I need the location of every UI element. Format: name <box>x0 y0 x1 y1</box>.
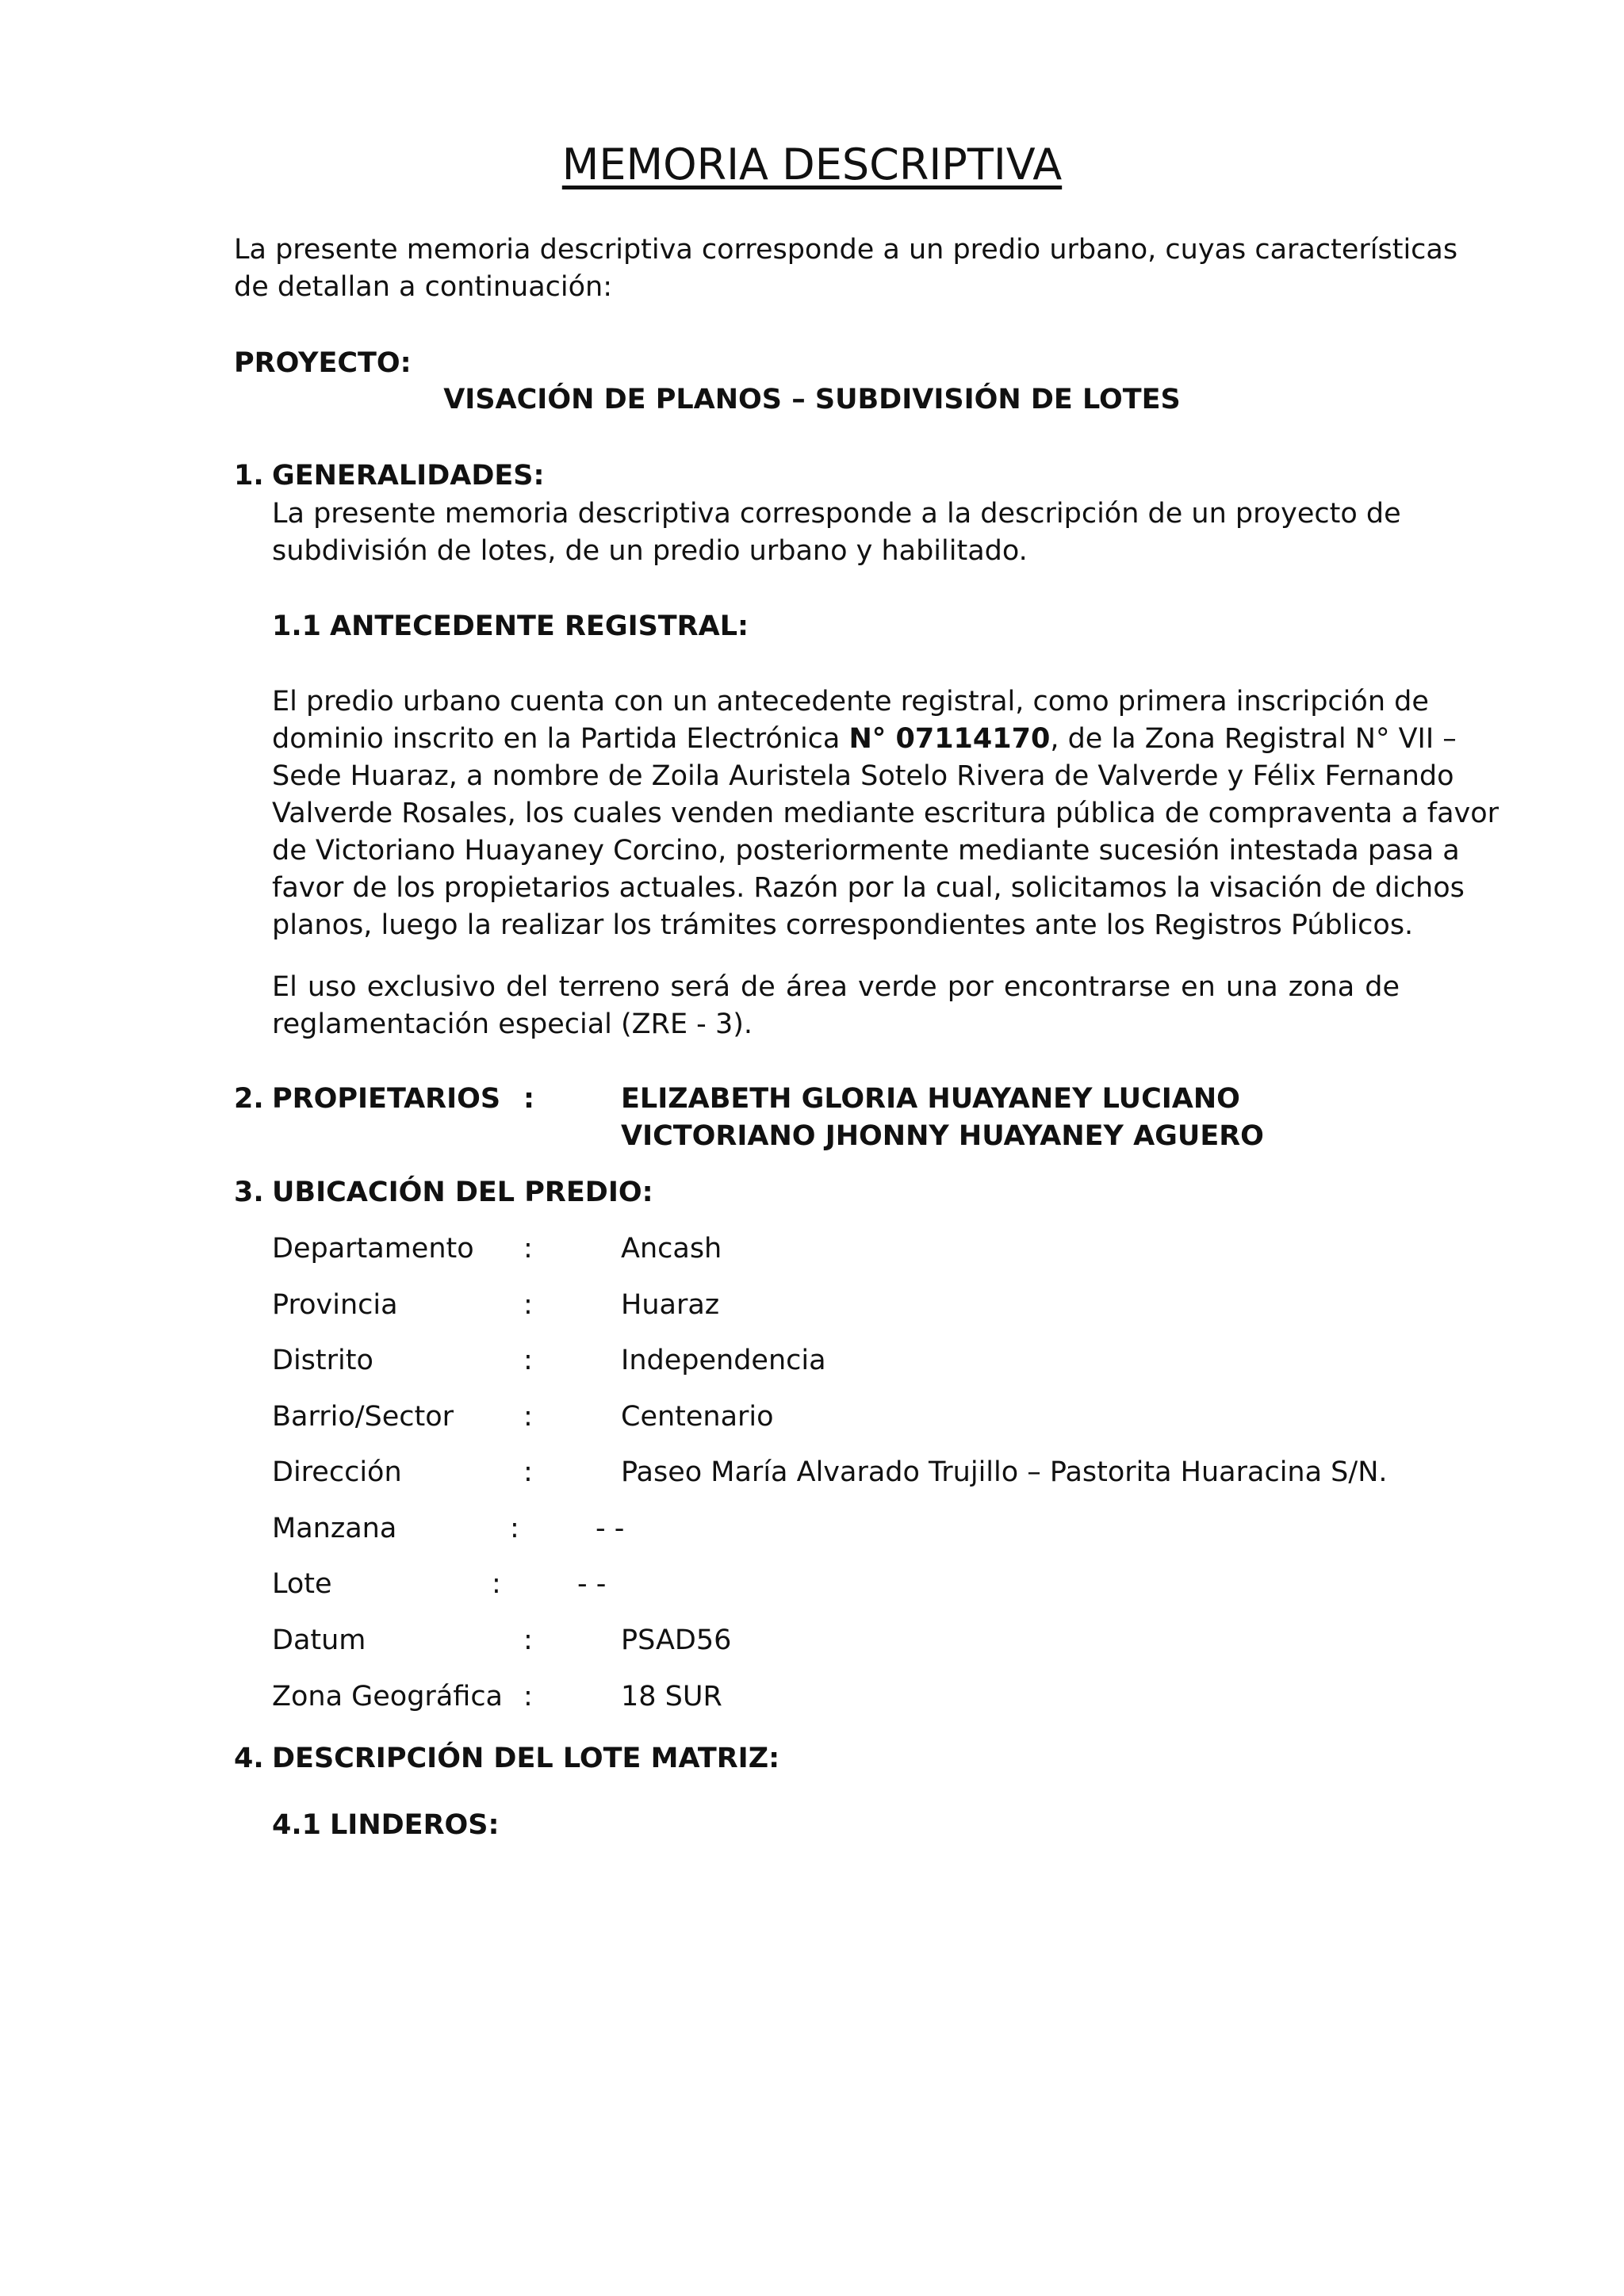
section-3-heading: UBICACIÓN DEL PREDIO: <box>272 1177 653 1208</box>
location-colon: : <box>523 1345 533 1376</box>
paragraph-line: El uso exclusivo del terreno será de área verde por encontrarse en una zona de <box>272 971 1400 1003</box>
paragraph-line: reglamentación especial (ZRE - 3). <box>272 1008 753 1040</box>
intro-line: de detallan a continuación: <box>234 271 613 303</box>
section-1-heading: GENERALIDADES: <box>272 460 545 492</box>
section-2-heading: PROPIETARIOS <box>272 1083 501 1115</box>
location-value-departamento: Ancash <box>621 1233 722 1265</box>
location-colon: : <box>523 1233 533 1265</box>
owner-2: VICTORIANO JHONNY HUAYANEY AGUERO <box>621 1120 1264 1152</box>
paragraph-line: La presente memoria descriptiva corresponde a la descripción de un proyecto de <box>272 498 1401 530</box>
location-value-datum: PSAD56 <box>621 1624 732 1656</box>
intro-paragraph <box>234 232 1458 306</box>
text-segment: dominio inscrito en la Partida Electrónica <box>272 723 841 755</box>
section-1-number: 1. <box>234 460 264 492</box>
location-label-manzana: Manzana <box>272 1513 397 1544</box>
uso-paragraph <box>272 969 1400 1043</box>
antecedente-paragraph <box>272 683 1500 944</box>
location-colon: : <box>523 1289 533 1321</box>
section-2-number: 2. <box>234 1083 264 1115</box>
location-label-datum: Datum <box>272 1624 366 1656</box>
owner-1: ELIZABETH GLORIA HUAYANEY LUCIANO <box>621 1083 1240 1115</box>
location-colon: : <box>523 1681 533 1712</box>
location-value-provincia: Huaraz <box>621 1289 720 1321</box>
section-3-number: 3. <box>234 1177 264 1208</box>
proyecto-name: VISACIÓN DE PLANOS – SUBDIVISIÓN DE LOTES <box>443 384 1181 415</box>
location-colon: : <box>510 1513 519 1544</box>
paragraph-line <box>272 721 1457 758</box>
section-4-number: 4. <box>234 1743 264 1774</box>
location-value-distrito: Independencia <box>621 1345 826 1376</box>
section-2-colon: : <box>523 1083 534 1115</box>
partida-number: N° 07114170 <box>848 723 1051 755</box>
location-label-departamento: Departamento <box>272 1233 474 1265</box>
location-label-barrio: Barrio/Sector <box>272 1401 454 1433</box>
location-label-provincia: Provincia <box>272 1289 398 1321</box>
location-label-direccion: Dirección <box>272 1456 402 1488</box>
proyecto-label: PROYECTO: <box>234 347 412 379</box>
paragraph-line: favor de los propietarios actuales. Razón por la cual, solicitamos la visación de dichos <box>272 872 1465 904</box>
paragraph-line: de Victoriano Huayaney Corcino, posteriormente mediante sucesión intestada pasa a <box>272 835 1460 867</box>
location-value-zona: 18 SUR <box>621 1681 722 1712</box>
paragraph-line: El predio urbano cuenta con un antecedente registral, como primera inscripción de <box>272 686 1429 718</box>
location-colon: : <box>523 1456 533 1488</box>
section-1-1-number: 1.1 <box>272 610 322 642</box>
location-colon: : <box>523 1401 533 1433</box>
section-4-1-number: 4.1 <box>272 1809 322 1841</box>
paragraph-line: planos, luego la realizar los trámites correspondientes ante los Registros Públicos. <box>272 909 1414 941</box>
location-value-lote: - - <box>577 1568 607 1600</box>
generalidades-paragraph <box>272 496 1400 570</box>
document-title: MEMORIA DESCRIPTIVA <box>561 140 1063 189</box>
text-segment: , de la Zona Registral N° VII – <box>1050 723 1457 755</box>
section-4-1-heading: LINDEROS: <box>330 1809 500 1841</box>
intro-line: La presente memoria descriptiva corresponde a un predio urbano, cuyas características <box>234 234 1458 266</box>
location-colon: : <box>523 1624 533 1656</box>
location-value-manzana: - - <box>596 1513 625 1544</box>
section-4-heading: DESCRIPCIÓN DEL LOTE MATRIZ: <box>272 1743 780 1774</box>
section-1-1-heading: ANTECEDENTE REGISTRAL: <box>330 610 749 642</box>
location-label-lote: Lote <box>272 1568 332 1600</box>
location-label-zona: Zona Geográfica <box>272 1681 504 1712</box>
location-colon: : <box>492 1568 501 1600</box>
paragraph-line: Sede Huaraz, a nombre de Zoila Auristela Sotelo Rivera de Valverde y Félix Fernando <box>272 760 1454 792</box>
location-label-distrito: Distrito <box>272 1345 373 1376</box>
paragraph-line: subdivisión de lotes, de un predio urbano y habilitado. <box>272 535 1028 567</box>
location-value-barrio: Centenario <box>621 1401 774 1433</box>
location-value-direccion: Paseo María Alvarado Trujillo – Pastorita Huaracina S/N. <box>621 1456 1388 1488</box>
paragraph-line: Valverde Rosales, los cuales venden mediante escritura pública de compraventa a favor <box>272 798 1500 829</box>
